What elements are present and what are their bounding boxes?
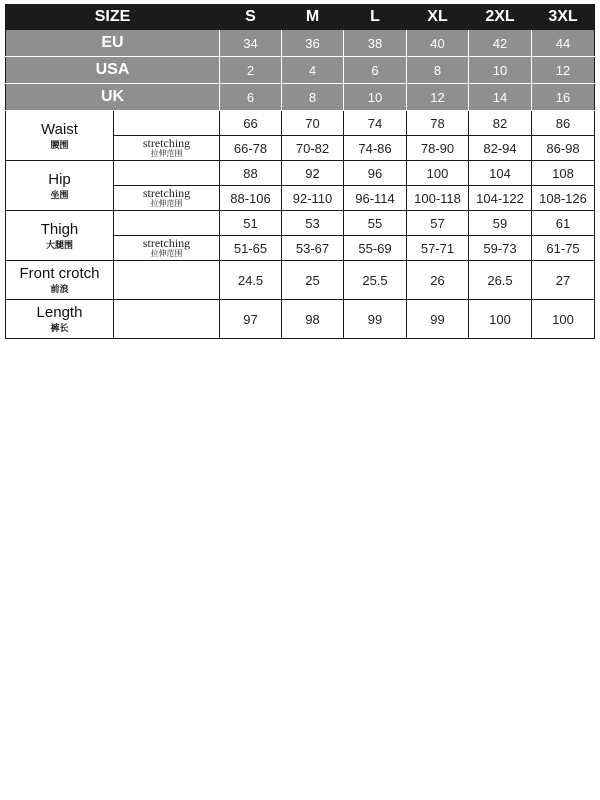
measurement-value: 86	[532, 111, 595, 136]
conversion-value: 38	[344, 30, 407, 57]
measurement-value: 25.5	[344, 261, 407, 300]
stretch-value: 78-90	[407, 136, 469, 161]
measurement-value: 99	[344, 300, 407, 339]
empty-cell	[114, 211, 220, 236]
conversion-value: 14	[469, 84, 532, 111]
measurement-row-front-crotch	[6, 261, 595, 300]
empty-cell	[114, 111, 220, 136]
measurement-name-length	[6, 300, 114, 339]
stretch-value: 92-110	[282, 186, 344, 211]
measurement-value: 59	[469, 211, 532, 236]
measurement-name-front-crotch	[6, 261, 114, 300]
conversion-value: 44	[532, 30, 595, 57]
stretch-label-en: stretching	[142, 186, 191, 200]
size-header-2xl: 2XL	[469, 5, 532, 30]
measurement-name-en: Length	[36, 304, 83, 321]
stretch-value: 66-78	[220, 136, 282, 161]
stretch-value: 108-126	[532, 186, 595, 211]
conversion-value: 10	[469, 57, 532, 84]
measurement-name-thigh	[6, 211, 114, 261]
measurement-value: 27	[532, 261, 595, 300]
empty-cell	[114, 261, 220, 300]
size-chart-table	[5, 4, 595, 339]
size-header-3xl: 3XL	[532, 5, 595, 30]
stretch-value: 70-82	[282, 136, 344, 161]
conversion-value: 10	[344, 84, 407, 111]
measurement-row-waist	[6, 111, 595, 136]
conversion-row-usa	[6, 57, 595, 84]
empty-cell	[114, 300, 220, 339]
size-header-label: SIZE	[6, 5, 220, 30]
size-header-s: S	[220, 5, 282, 30]
conversion-label: UK	[6, 84, 220, 111]
size-header-l: L	[344, 5, 407, 30]
measurement-value: 100	[469, 300, 532, 339]
stretch-label	[114, 236, 220, 261]
measurement-value: 104	[469, 161, 532, 186]
measurement-value: 98	[282, 300, 344, 339]
measurement-name-en: Thigh	[40, 220, 79, 238]
measurement-value: 82	[469, 111, 532, 136]
measurement-name-en: Hip	[48, 170, 71, 188]
conversion-row-uk	[6, 84, 595, 111]
conversion-row-eu	[6, 30, 595, 57]
measurement-value: 100	[532, 300, 595, 339]
measurement-value: 97	[220, 300, 282, 339]
stretch-label	[114, 186, 220, 211]
measurement-value: 70	[282, 111, 344, 136]
conversion-value: 6	[220, 84, 282, 111]
stretch-value: 82-94	[469, 136, 532, 161]
measurement-value: 96	[344, 161, 407, 186]
measurement-value: 66	[220, 111, 282, 136]
stretch-label-zh: 拉伸范围	[150, 199, 183, 208]
conversion-value: 16	[532, 84, 595, 111]
measurement-value: 108	[532, 161, 595, 186]
stretch-value: 74-86	[344, 136, 407, 161]
size-header-row	[6, 5, 595, 30]
measurement-value: 55	[344, 211, 407, 236]
stretch-value: 51-65	[220, 236, 282, 261]
measurement-name-zh: 前浪	[50, 284, 69, 294]
stretch-value: 59-73	[469, 236, 532, 261]
stretch-value: 86-98	[532, 136, 595, 161]
conversion-value: 8	[407, 57, 469, 84]
empty-cell	[114, 161, 220, 186]
measurement-row-length	[6, 300, 595, 339]
size-header-m: M	[282, 5, 344, 30]
conversion-label: EU	[6, 30, 220, 57]
measurement-name-zh: 腰围	[50, 139, 69, 150]
conversion-value: 4	[282, 57, 344, 84]
measurement-value: 74	[344, 111, 407, 136]
measurement-name-zh: 大腿围	[45, 239, 73, 250]
stretch-label-en: stretching	[142, 236, 191, 250]
measurement-name-en: Front crotch	[19, 265, 100, 282]
stretch-label-zh: 拉伸范围	[150, 249, 183, 258]
conversion-value: 6	[344, 57, 407, 84]
stretch-label-zh: 拉伸范围	[150, 149, 183, 158]
measurement-value: 24.5	[220, 261, 282, 300]
measurement-name-hip	[6, 161, 114, 211]
measurement-value: 99	[407, 300, 469, 339]
measurement-value: 53	[282, 211, 344, 236]
size-header-xl: XL	[407, 5, 469, 30]
conversion-value: 36	[282, 30, 344, 57]
measurement-name-zh: 裤长	[50, 323, 69, 333]
measurement-value: 51	[220, 211, 282, 236]
conversion-value: 40	[407, 30, 469, 57]
stretch-value: 88-106	[220, 186, 282, 211]
stretch-value: 104-122	[469, 186, 532, 211]
measurement-value: 61	[532, 211, 595, 236]
measurement-name-en: Waist	[41, 120, 78, 138]
stretch-value: 53-67	[282, 236, 344, 261]
measurement-name-zh: 坐围	[50, 189, 69, 200]
measurement-value: 25	[282, 261, 344, 300]
stretch-label	[114, 136, 220, 161]
measurement-value: 78	[407, 111, 469, 136]
conversion-value: 8	[282, 84, 344, 111]
measurement-row-thigh	[6, 211, 595, 236]
measurement-value: 57	[407, 211, 469, 236]
stretch-value: 100-118	[407, 186, 469, 211]
stretch-label-en: stretching	[142, 136, 191, 150]
conversion-value: 2	[220, 57, 282, 84]
measurement-value: 26	[407, 261, 469, 300]
conversion-value: 34	[220, 30, 282, 57]
measurement-value: 88	[220, 161, 282, 186]
conversion-value: 12	[532, 57, 595, 84]
measurement-row-hip	[6, 161, 595, 186]
measurement-value: 92	[282, 161, 344, 186]
stretch-value: 57-71	[407, 236, 469, 261]
stretch-value: 96-114	[344, 186, 407, 211]
stretch-value: 55-69	[344, 236, 407, 261]
conversion-label: USA	[6, 57, 220, 84]
measurement-name-waist	[6, 111, 114, 161]
stretch-value: 61-75	[532, 236, 595, 261]
measurement-value: 26.5	[469, 261, 532, 300]
conversion-value: 42	[469, 30, 532, 57]
conversion-value: 12	[407, 84, 469, 111]
measurement-value: 100	[407, 161, 469, 186]
